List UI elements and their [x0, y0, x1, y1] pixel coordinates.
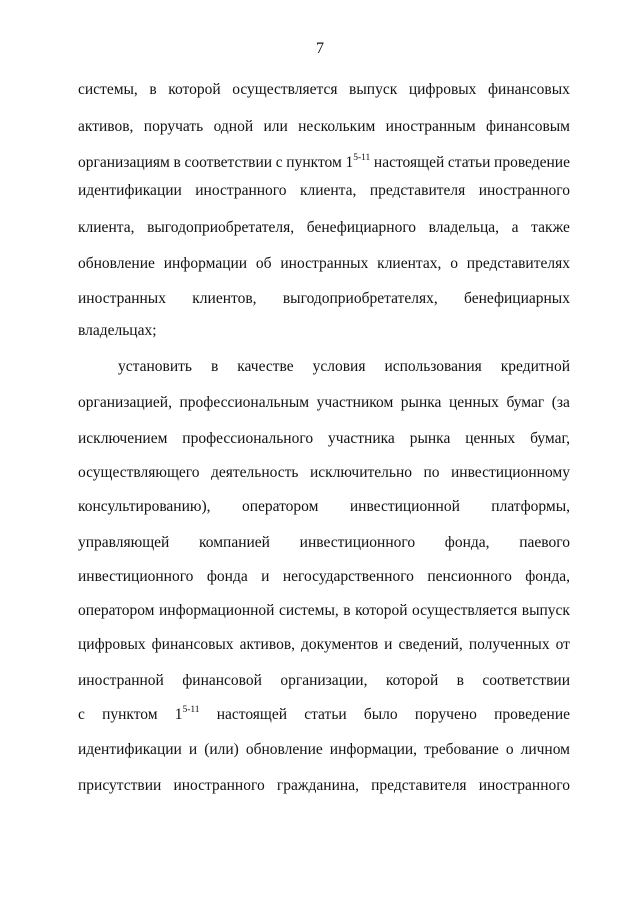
word: полученных [468, 636, 550, 653]
word: владельца, [428, 219, 500, 236]
word: иностранного [478, 182, 570, 199]
word: фонда, [444, 534, 490, 551]
word: статьи [447, 154, 491, 171]
word: в [343, 602, 351, 619]
text-line [78, 218, 570, 238]
text-line [78, 533, 570, 553]
word: обновление [78, 255, 155, 272]
word: проведение [494, 706, 570, 723]
word: или [263, 118, 288, 135]
word: пунктом [286, 154, 342, 171]
text-line [78, 497, 570, 517]
word: клиента, [78, 219, 135, 236]
word: организации, [280, 672, 368, 689]
word: осуществляется [412, 602, 518, 619]
word: выгодоприобретателя, [147, 219, 295, 236]
text-line [78, 80, 570, 100]
word: соответствии [184, 154, 273, 171]
word: и [261, 568, 270, 585]
word: нескольким [298, 118, 376, 135]
text-line [78, 776, 570, 796]
word: системы, [278, 602, 339, 619]
word: рынка [409, 430, 451, 447]
word: пенсионного [427, 568, 512, 585]
word: организацией, [78, 394, 172, 411]
word: гражданина, [276, 777, 359, 794]
word: профессиональным [179, 394, 310, 411]
word: обновление [245, 741, 323, 758]
word: иностранным [385, 118, 476, 135]
word: инвестиционного [299, 534, 416, 551]
word: оператором [241, 498, 319, 515]
word: (за [551, 394, 570, 411]
word: клиента, [299, 182, 357, 199]
word: клиентах, [377, 255, 442, 272]
text-line [118, 357, 570, 377]
text-line [78, 463, 570, 483]
text-line [78, 289, 570, 309]
word: системы, [78, 81, 138, 98]
word: идентификации [78, 741, 182, 758]
text-line [78, 117, 570, 137]
word: было [363, 706, 398, 723]
word: выпуск [349, 81, 398, 98]
word: иностранных [78, 290, 166, 307]
word: финансовой [182, 672, 262, 689]
word: с [275, 154, 283, 171]
word: бумаг [506, 394, 545, 411]
word: по [423, 464, 440, 481]
word: с [78, 706, 85, 723]
word: иностранных [280, 255, 369, 272]
word: активов, [239, 636, 296, 653]
word: бенефициарных [464, 290, 570, 307]
word: управляющей [78, 534, 170, 551]
word: поручено [414, 706, 477, 723]
word: от [555, 636, 570, 653]
word: которой [168, 81, 221, 98]
word: клиентов, [192, 290, 257, 307]
word: ценных [448, 394, 499, 411]
word: представителях [466, 255, 570, 272]
word: цифровых [408, 81, 477, 98]
word: цифровых [78, 636, 146, 653]
word: бенефициарного [306, 219, 417, 236]
word: проведение [494, 154, 570, 171]
word: осуществляющего [78, 464, 200, 481]
word: осуществляется [232, 81, 338, 98]
word: участником [316, 394, 394, 411]
word: а [511, 219, 519, 236]
text-line [78, 567, 570, 587]
text-line [78, 321, 157, 341]
word: фонда, [525, 568, 570, 585]
word: о [505, 741, 514, 758]
word: оператором [78, 602, 155, 619]
word: информации [163, 255, 248, 272]
superscript: 5-11 [353, 153, 371, 163]
word: иностранного [195, 182, 287, 199]
word: владельцах; [78, 322, 157, 339]
word: инвестиционного [78, 568, 194, 585]
word: использования [384, 358, 482, 375]
text-line [78, 740, 570, 760]
word: ценных [465, 430, 516, 447]
word: компанией [199, 534, 270, 551]
text-line [78, 601, 570, 621]
word: поручать [143, 118, 204, 135]
text-line [78, 671, 570, 691]
text-line [78, 635, 570, 655]
word: в [173, 154, 181, 171]
word: и [384, 636, 393, 653]
word: одной [213, 118, 254, 135]
word: которой [355, 602, 408, 619]
word: настоящей [216, 706, 288, 723]
word: выпуск [521, 602, 570, 619]
word: инвестиционной [349, 498, 460, 515]
word: негосударственного [282, 568, 414, 585]
word: участника [327, 430, 395, 447]
word: также [531, 219, 570, 236]
word: иностранного [173, 777, 265, 794]
word: выгодоприобретателях, [282, 290, 438, 307]
word: 1$^{5-11}$ [174, 705, 200, 723]
word: исключительно [309, 464, 412, 481]
page-number: 7 [316, 40, 324, 57]
word: профессионального [182, 430, 314, 447]
word: рынка [400, 394, 442, 411]
word: иностранного [478, 777, 570, 794]
word: (или) [204, 741, 239, 758]
word: активов, [78, 118, 134, 135]
word: соответствии [482, 672, 570, 689]
word: требование [424, 741, 499, 758]
word: консультированию), [78, 498, 211, 515]
word: представителя [371, 777, 467, 794]
word: установить [118, 358, 192, 375]
word: 1$^{5-11}$ [345, 153, 371, 171]
word: личном [520, 741, 570, 758]
word: финансовых [488, 81, 570, 98]
word: в [210, 358, 219, 375]
word: настоящей [373, 154, 445, 171]
text-line [78, 181, 570, 201]
word: информационной [159, 602, 275, 619]
word: организациям [78, 154, 170, 171]
word: в [456, 672, 464, 689]
word: исключением [78, 430, 168, 447]
word: финансовым [486, 118, 570, 135]
superscript: 5-11 [182, 705, 200, 715]
word: платформы, [491, 498, 570, 515]
word: финансовых [151, 636, 234, 653]
word: информации, [329, 741, 418, 758]
word: которой [385, 672, 439, 689]
text-line [78, 429, 570, 449]
word: статьи [304, 706, 347, 723]
word: иностранной [78, 672, 164, 689]
word: условия [312, 358, 366, 375]
word: инвестиционному [450, 464, 570, 481]
text-line [78, 705, 570, 725]
word: бумаг, [530, 430, 570, 447]
word: кредитной [500, 358, 570, 375]
text-line [78, 153, 570, 173]
word: паевого [519, 534, 570, 551]
word: сведений, [398, 636, 463, 653]
word: представителя [369, 182, 466, 199]
word: пунктом [102, 706, 158, 723]
word: в [149, 81, 157, 98]
word: и [188, 741, 198, 758]
text-line [78, 393, 570, 413]
word: качестве [237, 358, 294, 375]
word: присутствии [78, 777, 162, 794]
word: идентификации [78, 182, 182, 199]
word: документов [301, 636, 379, 653]
word: деятельность [210, 464, 299, 481]
word: о [450, 255, 458, 272]
text-line [78, 254, 570, 274]
word: фонда [206, 568, 248, 585]
word: об [255, 255, 272, 272]
